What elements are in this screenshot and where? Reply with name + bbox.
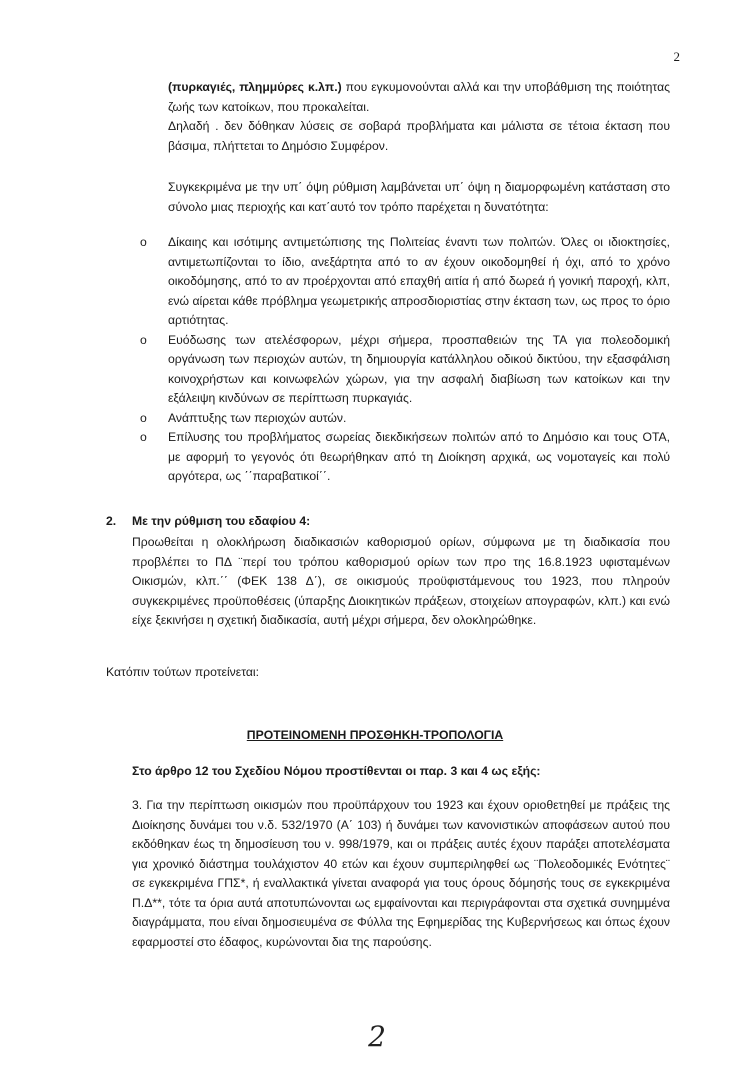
handwritten-page-mark: 2 — [368, 1020, 386, 1053]
proposal-title: ΠΡΟΤΕΙΝΟΜΕΝΗ ΠΡΟΣΘΗΚΗ-ΤΡΟΠΟΛΟΓΙΑ — [246, 728, 504, 742]
paragraph-text: 3. Για την περίπτωση οικισμών που προϋπάρχουν του 1923 και έχουν οριοθετηθεί με πράξεις της Διοίκησης δυνάμει του ν.δ. 532/1970 (Α΄ 103) ή δυνάμει των κανονιστικών αποφάσεων αυτού που εκδόθηκαν έως τη δημοσίευση του ν. 998/1979, και οι πράξεις αυτές έχουν παράξει αποτελέσματα για χρονικό διάστημα τουλάχιστον 40 ετών και έχουν συμπεριληφθεί ως ¨Πολεοδομικές Ενότητες¨ σε εγκεκριμένα ΓΠΣ*, ή εναλλακτικά γίνεται αναφορά για τους όρους δόμησής τους σε εγκεκριμένα Π.Δ**, τότε τα όρια αυτά αποτυπώνονται ως εμφαίνονται και περιγράφονται στα σχετικά συνημμένα διαγράμματα, που είναι δημοσιευμένα σε Φύλλα της Εφημερίδας της Κυβερνήσεως και όπως έχουν εφαρμοστεί στο έδαφος, κυρώνονται δια της παρούσης. — [132, 798, 670, 949]
amendment-paragraph — [132, 796, 670, 952]
article-heading: Στο άρθρο 12 του Σχεδίου Νόμου προστίθενται οι παρ. 3 και 4 ως εξής: — [132, 764, 541, 778]
intro-paragraph — [168, 178, 670, 217]
section-number: 2. — [106, 514, 117, 528]
paragraph-text: Προωθείται η ολοκλήρωση διαδικασιών καθορισμού ορίων, σύμφωνα με τη διαδικασία που προβλέπει το ΠΔ ¨περί του τρόπου καθορισμού ορίων των προ της 16.8.1923 υφισταμένων Οικισμών, κλπ.΄΄ (ΦΕΚ 138 Δ΄), σε οικισμούς προϋφιστάμενους του 1923, που πληρούν συγκεκριμένες προϋποθέσεις (ύπαρξης Διοικητικών πράξεων, στοιχείων απογραφών, κλπ.) και ενώ είχε ξεκινήσει η σχετική διαδικασία, αυτή μέχρι σήμερα, δεν ολοκληρώθηκε. — [132, 535, 670, 627]
page-number: 2 — [673, 49, 680, 64]
continuation-paragraph — [168, 78, 670, 156]
paragraph-text: που εγκυμονούνται αλλά και την υποβάθμιση της ποιότητας ζωής των κατοίκων, που προκαλείται. — [168, 80, 670, 114]
bold-lead-text: (πυρκαγιές, πλημμύρες κ.λπ.) — [168, 80, 342, 94]
proposal-intro: Κατόπιν τούτων προτείνεται: — [106, 665, 259, 679]
bullet-item: o Ανάπτυξης των περιοχών αυτών. — [168, 409, 670, 429]
paragraph-text: Δηλαδή . δεν δόθηκαν λύσεις σε σοβαρά προβλήματα και μάλιστα σε τέτοια έκταση που βάσιμα, πλήττεται το Δημόσιο Συμφέρον. — [168, 119, 670, 153]
section-title: Με την ρύθμιση του εδαφίου 4: — [132, 514, 311, 528]
paragraph-text: Συγκεκριμένα με την υπ΄ όψη ρύθμιση λαμβάνεται υπ΄ όψη η διαμορφωμένη κατάσταση στο σύνολο μιας περιοχής και κατ΄αυτό τον τρόπο παρέχεται η δυνατότητα: — [168, 180, 670, 214]
bullet-item: o Επίλυσης του προβλήματος σωρείας διεκδικήσεων πολιτών από το Δημόσιο και τους ΟΤΑ, με αφορμή το γεγονός ότι θεωρήθηκαν από τη Διοίκηση αρχικά, ως νομοταγείς και πολύ αργότερα, ως ΄΄παραβατικοί΄΄. — [168, 428, 670, 487]
section-heading — [106, 512, 676, 532]
bullet-item: o Ευόδωσης των ατελέσφορων, μέχρι σήμερα, προσπαθειών της ΤΑ για πολεοδομική οργάνωση των περιοχών αυτών, τη δημιουργία κατάλληλου οδικού δικτύου, την εξασφάλιση κοινοχρήστων και κοινωφελών χώρων, για την ασφαλή διαβίωση των κατοίκων και την εξάλειψη κινδύνων σε περίπτωση πυρκαγιάς. — [168, 331, 670, 409]
bullet-item: o Δίκαιης και ισότιμης αντιμετώπισης της Πολιτείας έναντι των πολιτών. Όλες οι ιδιοκτησίες, αντιμετωπίζονται το ίδιο, ανεξάρτητα από το αν έχουν οικοδομηθεί ή όχι, από το χρόνο οικοδόμησης, από το αν προέρχονται από επαχθή αιτία ή από δωρεά ή γονική παροχή, κλπ, ενώ αίρεται κάθε πρόβλημα γεωμετρικής απροσδιοριστίας στην έκταση των, ως προς το όριο αρτιότητας. — [168, 233, 670, 331]
section-body — [132, 533, 670, 631]
bullet-list — [168, 233, 670, 487]
